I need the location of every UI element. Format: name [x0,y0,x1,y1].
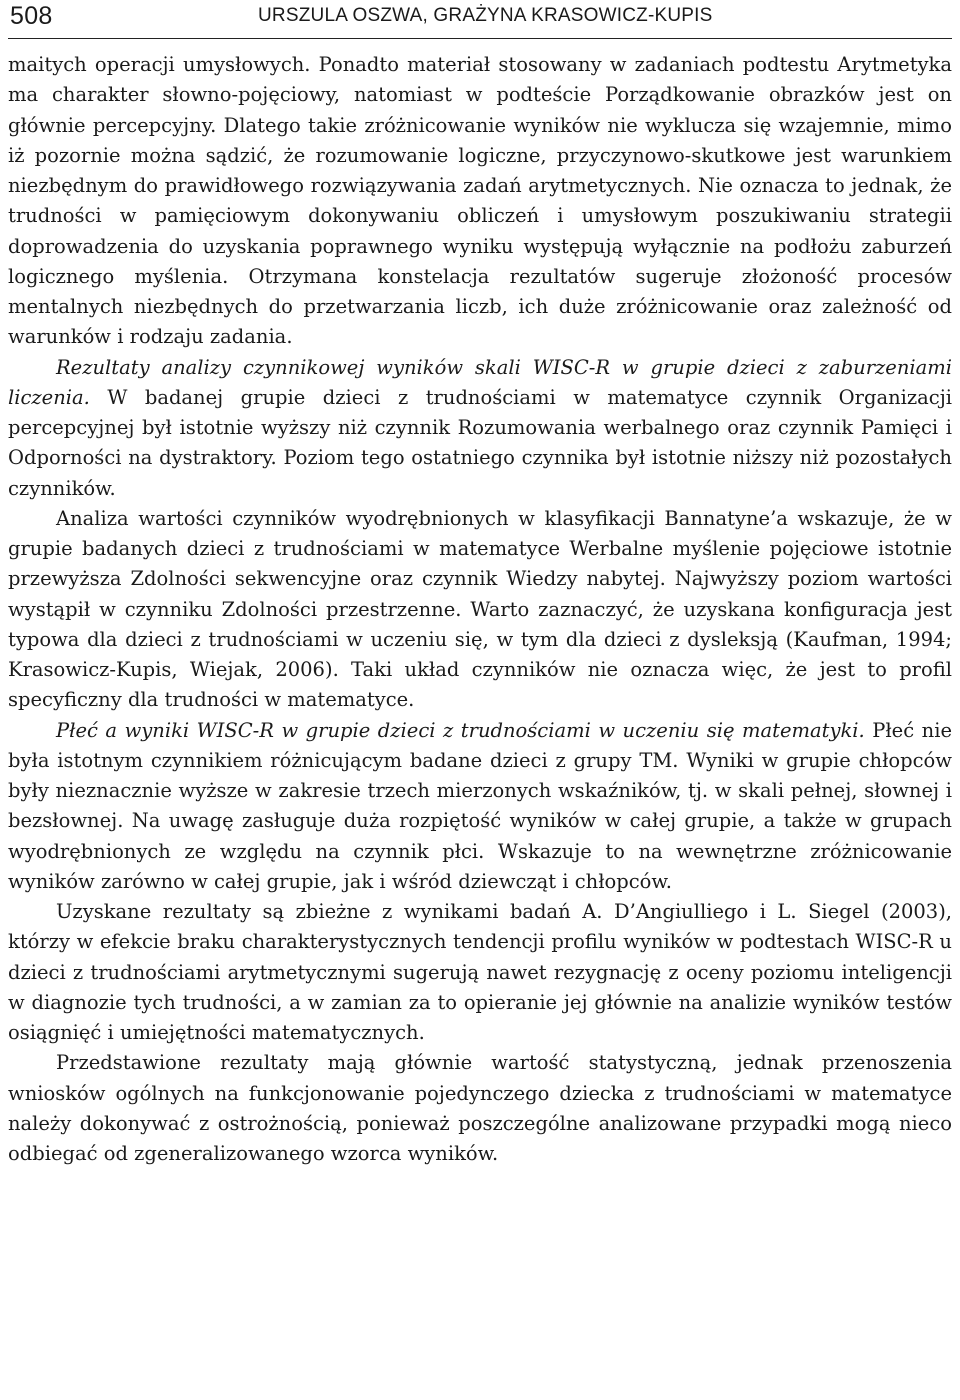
article-body [8,50,952,1169]
paragraph-text: maitych operacji umysłowych. Ponadto materiał stosowany w zadaniach podtestu Arytmetyka ma charakter słowno-pojęciowy, natomiast w podteście Porządkowanie obrazków jest on głównie percepcyjny. Dlatego takie zróżnicowanie wyników nie wyklucza się wzajemnie, mimo iż pozornie można sądzić, że rozumowanie logiczne, przyczynowo-skutkowe jest warunkiem niezbędnym do prawidłowego rozwiązywania zadań arytmetycznych. Nie oznacza to jednak, że trudności w pamięciowym dokonywaniu obliczeń i umysłowym poszukiwaniu strategii doprowadzenia do uzyskania poprawnego wyniku występują wyłącznie na podłożu zaburzeń logicznego myślenia. Otrzymana konstelacja rezultatów sugeruje złożoność procesów mentalnych niezbędnych do przetwarzania liczb, ich duże zróżnicowanie oraz zależność od warunków i rodzaju zadania. [8,53,952,349]
paragraph-results-comparison [8,897,952,1048]
paragraph-text: Przedstawione rezultaty mają głównie wartość statystyczną, jednak przenoszenia wniosków ogólnych na funkcjonowanie pojedynczego dziecka z trudnościami w matematyce należy dokonywać z ostrożnością, ponieważ poszczególne analizowane przypadki mogą nieco odbiegać od zgeneralizowanego wzorca wyników. [8,1051,952,1165]
paragraph-factor-analysis [8,353,952,504]
page-number: 508 [10,2,53,30]
section-subheading: Rezultaty analizy czynnikowej wyników skali WISC-R w grupie dzieci z zaburzeniami liczenia. [8,355,952,409]
paragraph-continued [8,50,952,353]
paragraph-gender [8,716,952,898]
paragraph-text: Analiza wartości czynników wyodrębnionych w klasyfikacji Bannatyne’a wskazuje, że w grupie badanych dzieci z trudnościami w matematyce Werbalne myślenie pojęciowe istotnie przewyższa Zdolności sekwencyjne oraz czynnik Wiedzy nabytej. Najwyższy poziom wartości wystąpił w czynniku Zdolności przestrzenne. Warto zaznaczyć, że uzyskana konfiguracja jest typowa dla dzieci z trudnościami w uczeniu się, w tym dla dzieci z dysleksją (Kaufman, 1994; Krasowicz-Kupis, Wiejak, 2006). Taki układ czynników nie oznacza więc, że jest to profil specyficzny dla trudności w matematyce. [8,506,952,712]
running-head: URSZULA OSZWA, GRAŻYNA KRASOWICZ-KUPIS [258,5,713,26]
paragraph-conclusion [8,1048,952,1169]
paragraph-text: W badanej grupie dzieci z trudnościami w matematyce czynnik Organizacji percepcyjnej był istotnie wyższy niż czynnik Rozumowania werbalnego oraz czynnik Pamięci i Odporności na dystraktory. Poziom tego ostatniego czynnika był istotnie niższy niż pozostałych czynników. [8,385,952,500]
paragraph-text: Uzyskane rezultaty są zbieżne z wynikami badań A. D’Angiulliego i L. Siegel (2003), którzy w efekcie braku charakterystycznych tendencji profilu wyników w podtestach WISC-R u dzieci z trudnościami arytmetycznymi sugerują nawet rezygnację z oceny poziomu inteligencji w diagnozie tych trudności, a w zamian za to opieranie jej głównie na analizie wyników testów osiągnięć i umiejętności matematycznych. [8,900,952,1044]
section-subheading: Płeć a wyniki WISC-R w grupie dzieci z trudnościami w uczeniu się matematyki. [56,718,865,742]
paragraph-bannatyne [8,504,952,716]
paragraph-text: Płeć nie była istotnym czynnikiem różnicującym badane dzieci z grupy TM. Wyniki w grupie chłopców były nieznacznie wyższe w zakresie trzech mierzonych wskaźników, tj. w skali pełnej, słownej i bezsłownej. Na uwagę zasługuje duża rozpiętość wyników w całej grupie, a także w grupach wyodrębnionych ze względu na czynnik płci. Wskazuje to na wewnętrzne zróżnicowanie wyników zarówno w całej grupie, jak i wśród dziewcząt i chłopców. [8,718,952,893]
page-header [8,0,952,39]
